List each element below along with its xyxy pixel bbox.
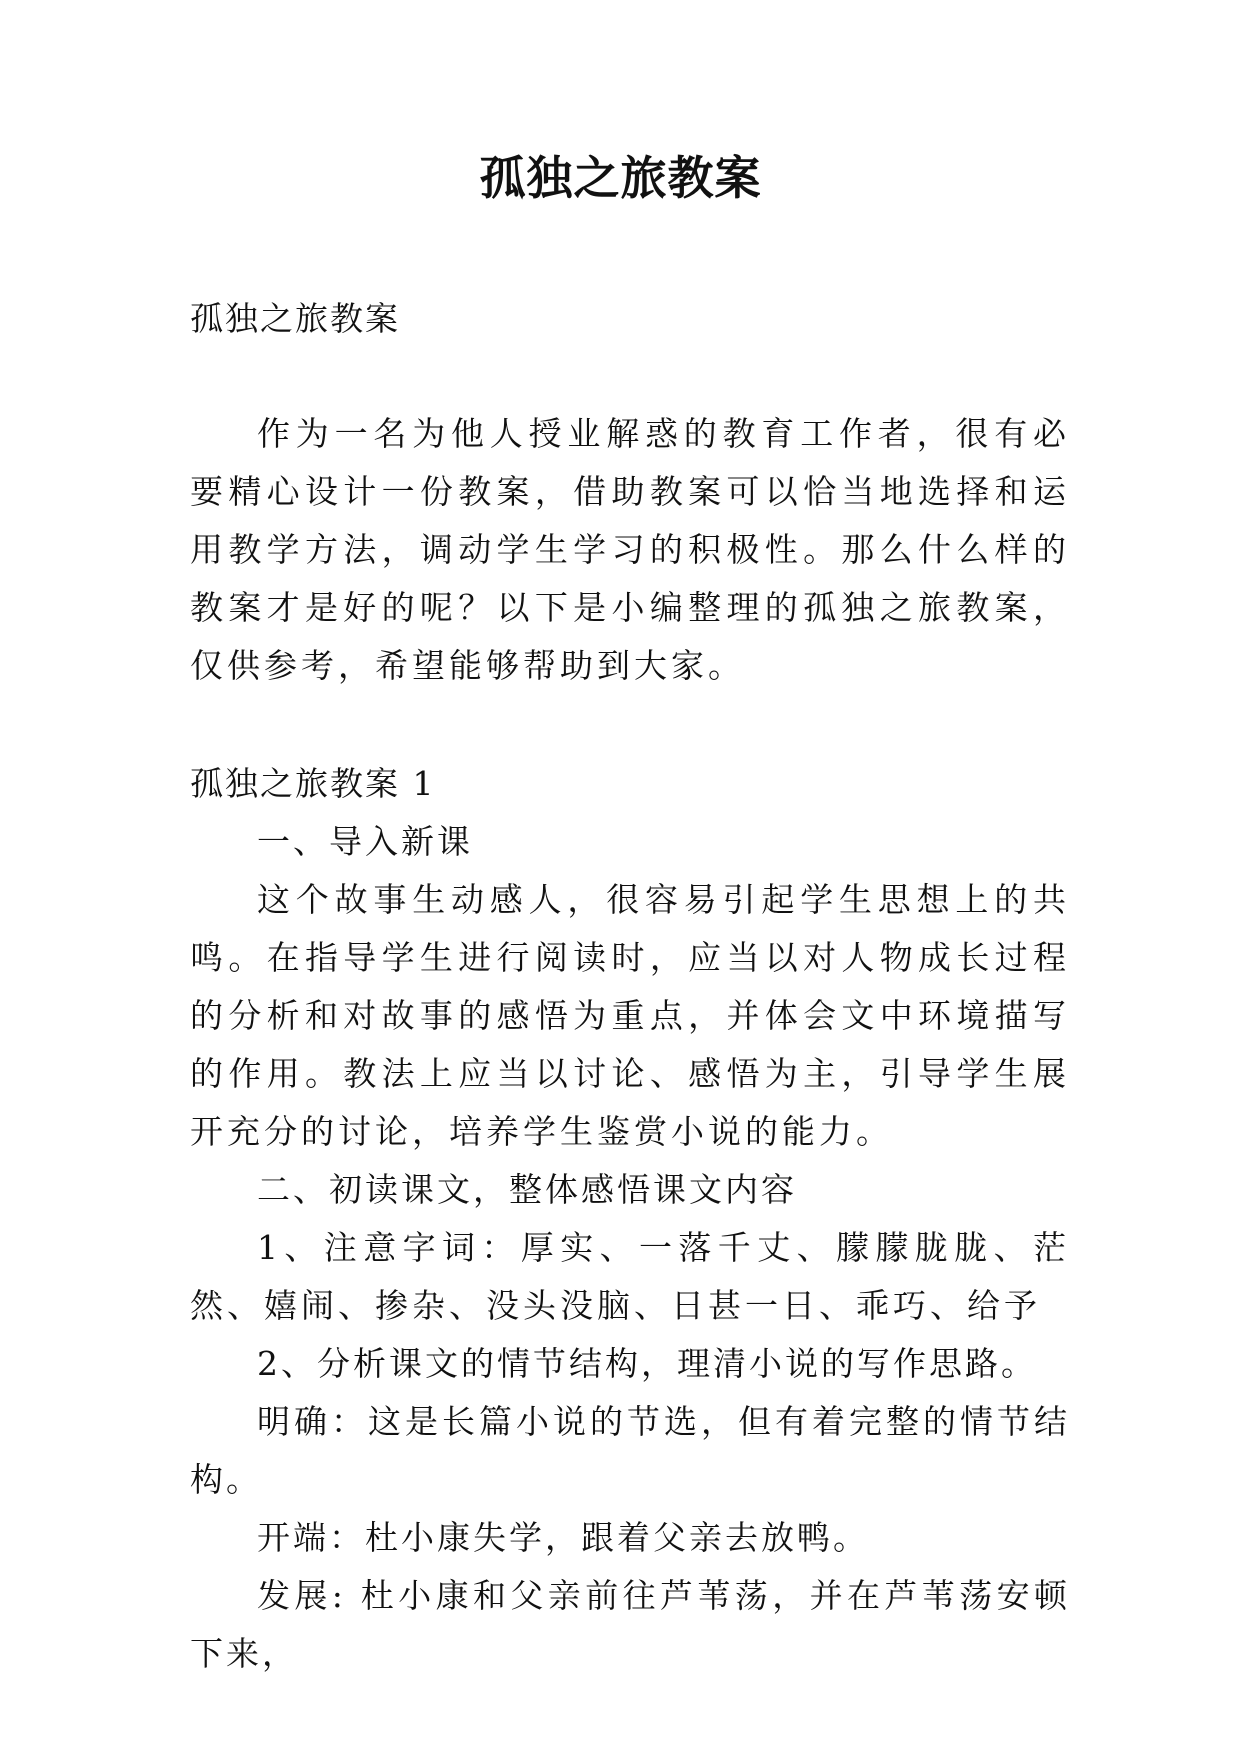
intro-paragraph: 作为一名为他人授业解惑的教育工作者，很有必要精心设计一份教案，借助教案可以恰当地选择和运用教学方法，调动学生学习的积极性。那么什么样的教案才是好的呢？以下是小编整理的孤独之旅教案，仅供参考，希望能够帮助到大家。 — [190, 414, 1070, 685]
document-subtitle: 孤独之旅教案 — [190, 299, 400, 338]
clarify-text: 明确：这是长篇小说的节选，但有着完整的情节结构。 — [190, 1402, 1070, 1499]
part1-title: 一、导入新课 — [257, 822, 473, 861]
vocabulary-item: 1、注意字词：厚实、一落千丈、朦朦胧胧、茫然、嬉闹、掺杂、没头没脑、日甚一日、乖巧、给予 — [190, 1228, 1070, 1325]
part1-text: 这个故事生动感人，很容易引起学生思想上的共鸣。在指导学生进行阅读时，应当以对人物成长过程的分析和对故事的感悟为重点，并体会文中环境描写的作用。教法上应当以讨论、感悟为主，引导学生展开充分的讨论，培养学生鉴赏小说的能力。 — [190, 880, 1070, 1151]
plot-development: 发展: 杜小康和父亲前往芦苇荡，并在芦苇荡安顿下来， — [190, 1576, 1070, 1673]
structure-analysis-item: 2、分析课文的情节结构，理清小说的写作思路。 — [257, 1344, 1037, 1383]
section-heading: 孤独之旅教案 1 — [190, 764, 436, 803]
document-title: 孤独之旅教案 — [479, 151, 762, 205]
lesson-plan-section-1 — [190, 755, 1070, 1683]
part2-title: 二、初读课文，整体感悟课文内容 — [257, 1170, 797, 1209]
plot-opening: 开端：杜小康失学，跟着父亲去放鸭。 — [257, 1518, 869, 1557]
